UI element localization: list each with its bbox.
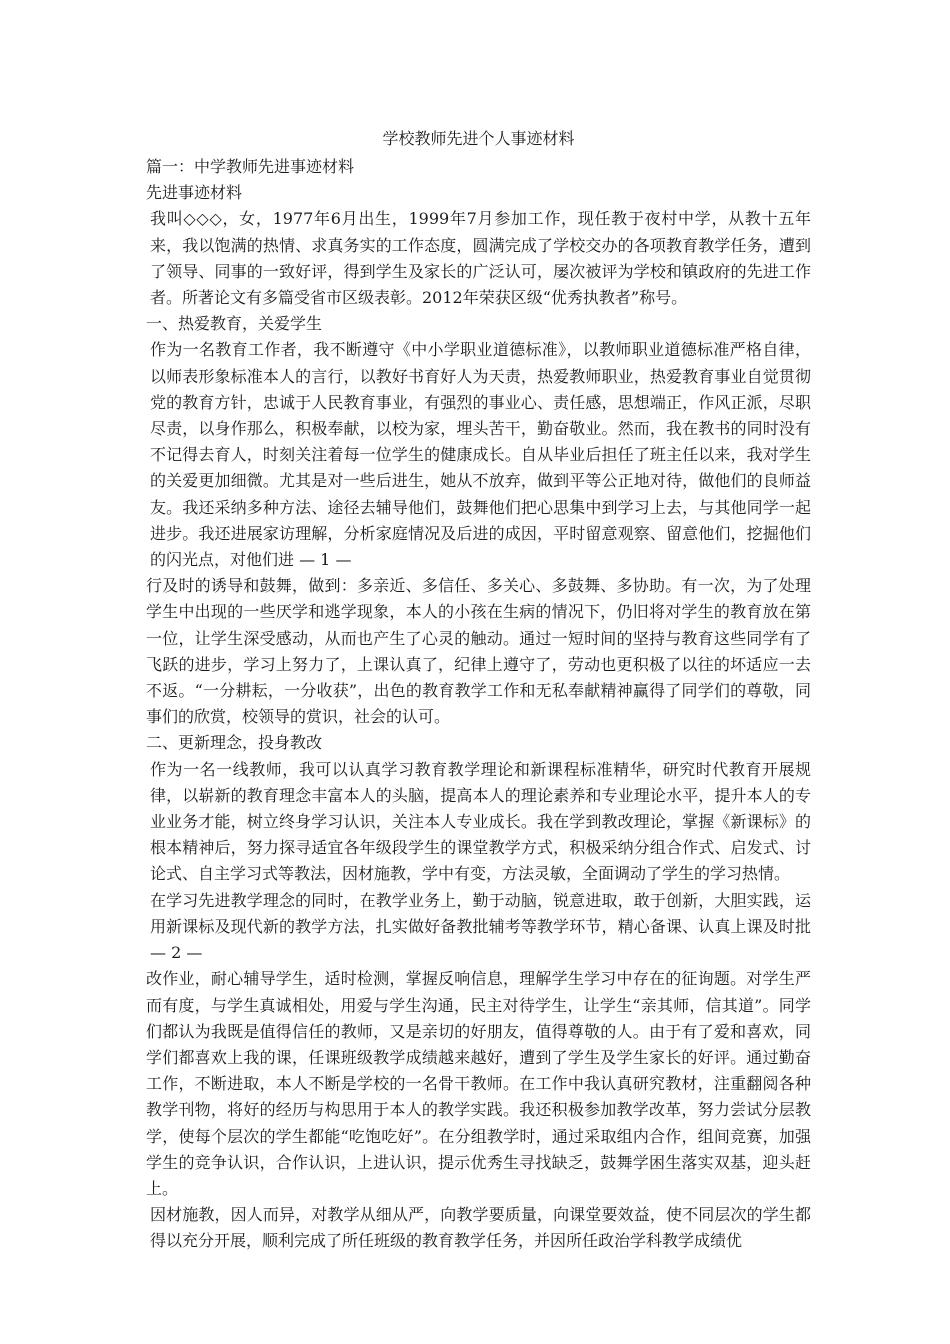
section-2-heading: 二、更新理念，投身教改 <box>146 733 323 753</box>
document-page <box>146 124 811 1255</box>
intro-paragraph: 我叫◇◇◇，女，1977年6月出生，1999年7月参加工作，现任教于夜村中学，从教十五年来，我以饱满的热情、求真务实的工作态度，圆满完成了学校交办的各项教育教学任务，遭到了领导、同事的一致好评，得到学生及家长的广泛认可，屡次被评为学校和镇政府的先进工作者。所著论文有多篇受省市区级表彰。2012年荣获区级“优秀执教者”称号。 <box>150 209 811 308</box>
section-2-paragraph-4: 因材施教，因人而异，对教学从细从严，向教学要质量，向课堂要效益，使不同层次的学生都得以充分开展，顺利完成了所任班级的教育教学任务，并因所任政治学科教学成绩优 <box>150 1205 811 1251</box>
section-2-paragraph-3: 改作业，耐心辅导学生，适时检测，掌握反响信息，理解学生学习中存在的征询题。对学生严而有度，与学生真诚相处，用爱与学生沟通，民主对待学生，让学生“亲其师，信其道”。同学们都认为我既是值得信任的教师，又是亲切的好朋友，值得尊敬的人。由于有了爱和喜欢，同学们都喜欢上我的课，任课班级教学成绩越来越好，遭到了学生及学生家长的好评。通过勤奋工作，不断进取，本人不断是学校的一名骨干教师。在工作中我认真研究教材，注重翻阅各种教学刊物，将好的经历与构思用于本人的教学实践。我还积极参加教学改革，努力尝试分层教学，使每个层次的学生都能“吃饱吃好”。在分组教学时，通过采取组内合作，组间竞赛，加强学生的竞争认识，合作认识，上进认识，提示优秀生寻找缺乏，鼓舞学困生落实双基，迎头赶上。 <box>146 969 811 1198</box>
section-2-paragraph-1: 作为一名一线教师，我可以认真学习教育教学理论和新课程标准精华，研究时代教育开展规律，以崭新的教育理念丰富本人的头脑，提高本人的理论素养和专业理论水平，提升本人的专业业务才能，树立终身学习认识，关注本人专业成长。我在学到教改理论，掌握《新课标》的根本精神后，努力探寻适宜各年级段学生的课堂教学方式，积极采纳分组合作式、启发式、讨论式、自主学习式等教法，因材施教，学中有变，方法灵敏，全面调动了学生的学习热情。 <box>150 759 811 884</box>
document-title: 学校教师先进个人事迹材料 <box>382 129 575 148</box>
article-heading: 篇一：中学教师先进事迹材料 <box>146 157 355 176</box>
section-1-paragraph-1: 作为一名教育工作者，我不断遵守《中小学职业道德标准》，以教师职业道德标准严格自律，以师表形象标准本人的言行，以教好书育好人为天责，热爱教师职业，热爱教育事业自觉贯彻党的教育方针，忠诚于人民教育事业，有强烈的事业心、责任感，思想端正，作风正派，尽职尽责，以身作那么，积极奉献，以校为家，埋头苦干，勤奋敬业。然而，我在教书的同时没有不记得去育人，时刻关注着每一位学生的健康成长。自从毕业后担任了班主任以来，我对学生的关爱更加细微。尤其是对一些后进生，她从不放弃，做到平等公正地对待，做他们的良师益友。我还采纳多种方法、途径去辅导他们，鼓舞他们把心思集中到学习上去，与其他同学一起进步。我还进展家访理解，分析家庭情况及后进的成因，平时留意观察、留意他们，挖掘他们的闪光点，对他们进 — 1 — <box>150 340 811 570</box>
section-1-paragraph-2: 行及时的诱导和鼓舞，做到：多亲近、多信任、多关心、多鼓舞、多协助。有一次，为了处理学生中出现的一些厌学和逃学现象，本人的小孩在生病的情况下，仍旧将对学生的教育放在第一位，让学生深受感动，从而也产生了心灵的触动。通过一短时间的坚持与教育这些同学有了飞跃的进步，学习上努力了，上课认真了，纪律上遵守了，劳动也更积极了以往的坏适应一去不返。“一分耕耘，一分收获”，出色的教育教学工作和无私奉献精神赢得了同学们的尊敬，同事们的欣赏，校领导的赏识，社会的认可。 <box>146 576 811 727</box>
section-1-heading: 一、热爱教育，关爱学生 <box>146 314 323 334</box>
section-2-paragraph-2: 在学习先进教学理念的同时，在教学业务上，勤于动脑，锐意进取，敢于创新，大胆实践，运用新课标及现代新的教学方法，扎实做好备教批辅考等教学环节，精心备课、认真上课及时批 — 2 — <box>150 890 811 963</box>
article-subheading: 先进事迹材料 <box>146 183 243 203</box>
